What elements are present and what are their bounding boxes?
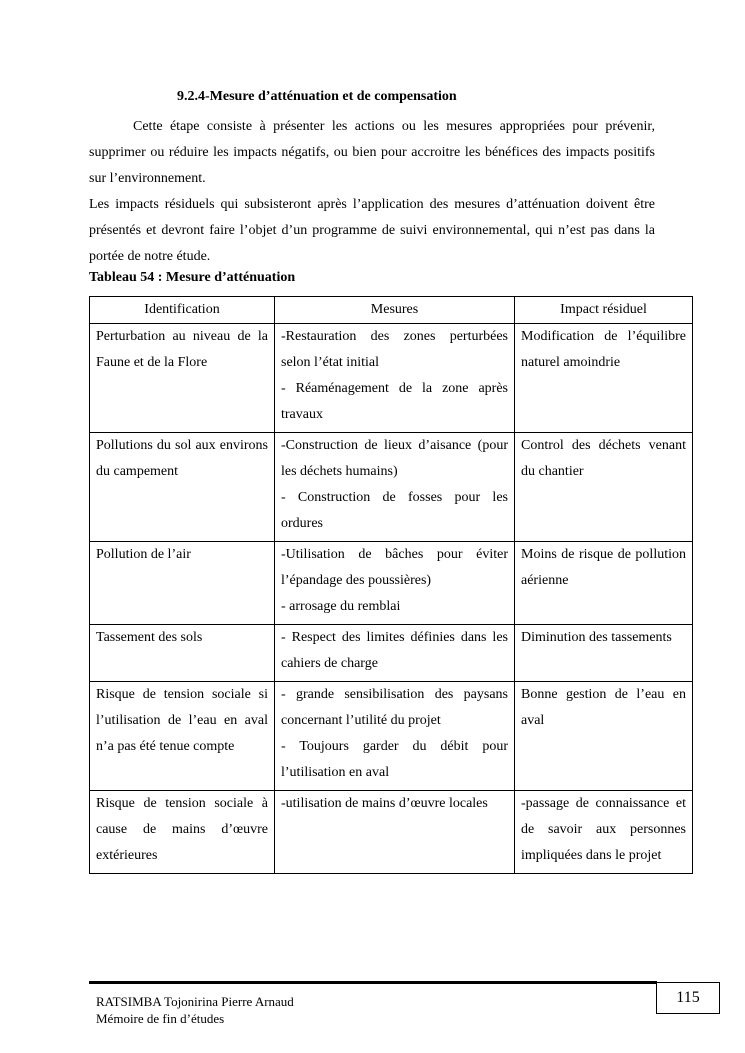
cell-impact: Control des déchets venant du chantier	[515, 433, 693, 542]
cell-mesures	[275, 682, 515, 791]
header-impact: Impact résiduel	[515, 297, 693, 324]
table-caption: Tableau 54 : Mesure d’atténuation	[89, 270, 296, 285]
mitigation-table	[89, 296, 693, 874]
measure-item: -Utilisation de bâches pour éviter l’épandage des poussières)	[281, 547, 508, 588]
measure-item: -utilisation de mains d’œuvre locales	[281, 796, 488, 811]
residual-paragraph: Les impacts résiduels qui subsisteront après l’application des mesures d’atténuation doivent être présentés et devront faire l’objet d’un programme de suivi environnemental, qui n’est pas dans la portée de notre étude.	[89, 197, 655, 264]
cell-impact: Moins de risque de pollution aérienne	[515, 542, 693, 625]
measure-item: -Construction de lieux d’aisance (pour les déchets humains)	[281, 438, 508, 479]
footer-author: RATSIMBA Tojonirina Pierre Arnaud	[96, 994, 294, 1009]
page-number: 115	[656, 982, 720, 1014]
cell-identification: Risque de tension sociale à cause de mains d’œuvre extérieures	[90, 791, 275, 874]
footer-divider	[89, 981, 657, 984]
cell-mesures	[275, 625, 515, 682]
measure-item: - Toujours garder du débit pour l’utilisation en aval	[281, 739, 508, 780]
measure-item: - Réaménagement de la zone après travaux	[281, 381, 508, 422]
cell-impact: -passage de connaissance et de savoir aux personnes impliquées dans le projet	[515, 791, 693, 874]
cell-mesures	[275, 791, 515, 874]
measure-item: - Construction de fosses pour les ordures	[281, 490, 508, 531]
header-identification: Identification	[90, 297, 275, 324]
measure-item: - Respect des limites définies dans les cahiers de charge	[281, 630, 508, 671]
cell-mesures	[275, 324, 515, 433]
cell-identification: Risque de tension sociale si l’utilisation de l’eau en aval n’a pas été tenue compte	[90, 682, 275, 791]
cell-mesures	[275, 433, 515, 542]
cell-identification: Perturbation au niveau de la Faune et de la Flore	[90, 324, 275, 433]
table-row	[90, 542, 693, 625]
cell-impact: Bonne gestion de l’eau en aval	[515, 682, 693, 791]
cell-impact: Diminution des tassements	[515, 625, 693, 682]
measure-item: -Restauration des zones perturbées selon l’état initial	[281, 329, 508, 370]
cell-identification: Pollution de l’air	[90, 542, 275, 625]
header-mesures: Mesures	[275, 297, 515, 324]
table-row	[90, 433, 693, 542]
measure-item: - grande sensibilisation des paysans concernant l’utilité du projet	[281, 687, 508, 728]
table-row	[90, 625, 693, 682]
intro-paragraph: Cette étape consiste à présenter les actions ou les mesures appropriées pour prévenir, supprimer ou réduire les impacts négatifs, ou bien pour accroitre les bénéfices des impacts positifs sur l’environnement.	[89, 119, 655, 186]
table-row	[90, 682, 693, 791]
cell-identification: Tassement des sols	[90, 625, 275, 682]
section-heading: 9.2.4-Mesure d’atténuation et de compensation	[177, 89, 457, 104]
measure-item: - arrosage du remblai	[281, 599, 401, 614]
cell-identification: Pollutions du sol aux environs du campement	[90, 433, 275, 542]
footer-document-title: Mémoire de fin d’études	[96, 1011, 225, 1026]
cell-mesures	[275, 542, 515, 625]
table-row	[90, 791, 693, 874]
cell-impact: Modification de l’équilibre naturel amoindrie	[515, 324, 693, 433]
table-header-row	[90, 297, 693, 324]
table-row	[90, 324, 693, 433]
